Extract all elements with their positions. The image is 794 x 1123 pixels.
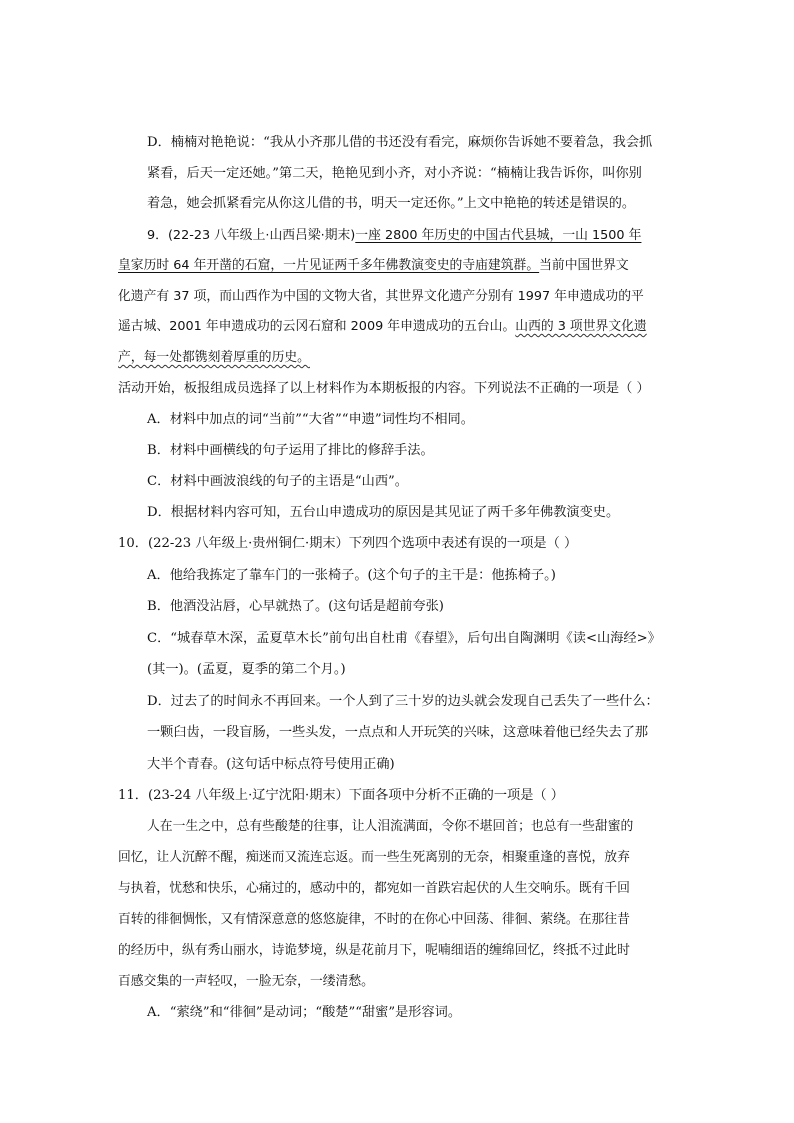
q10-option-b: B．他酒没沾唇，心早就热了。(这句话是超前夸张) — [147, 599, 444, 614]
q9-material-line-4 — [118, 318, 647, 336]
q10-option-a: A．他给我拣定了靠车门的一张椅子。(这个句子的主干是：他拣椅子。) — [147, 568, 556, 583]
q9-material-line-5 — [118, 349, 310, 367]
q11-passage-line-1: 人在一生之中，总有些酸楚的往事，让人泪流满面，令你不堪回首；也总有一些甜蜜的 — [147, 819, 634, 834]
q9-source: 9．(22-23 八年级上·山西吕梁·期末) — [147, 228, 356, 243]
q11-passage-line-5: 的经历中，纵有秀山丽水，诗诡梦境，纵是花前月下，呢喃细语的缠绵回忆，终抵不过此时 — [118, 943, 630, 958]
q11-passage-line-4: 百转的徘徊惆怅，又有情深意意的悠悠旋律，不时的在你心中回荡、徘徊、萦绕。在那往昔 — [118, 912, 630, 927]
q9-option-a: A．材料中加点的词“当前”“大省”“申遗”词性均不相同。 — [147, 412, 474, 427]
q9-stem: 活动开始，板报组成员选择了以上材料作为本期板报的内容。下列说法不正确的一项是（ ） — [118, 381, 650, 396]
q11-passage-line-6: 百感交集的一声轻叹，一脸无奈，一缕清愁。 — [118, 974, 374, 989]
q10-option-d-line-3: 大半个青春。(这句话中标点符号使用正确) — [147, 757, 395, 772]
q11-passage-line-2: 回忆，让人沉醉不醒，痴迷而又流连忘返。而一些生死离别的无奈，相聚重逢的喜悦，放弃 — [118, 850, 630, 865]
q10-option-c-line-2: (其一)。(孟夏，夏季的第二个月。) — [147, 662, 346, 677]
q9-material-text: 当前中国世界文 — [539, 258, 629, 273]
q11-option-a: A．“萦绕”和“徘徊”是动词；“酸楚”“甜蜜”是形容词。 — [147, 1005, 462, 1020]
q10-option-d-line-1: D．过去了的时间永不再回来。一个人到了三十岁的边头就会发现自己丢失了一些什么： — [147, 694, 659, 709]
q9-option-d: D．根据材料内容可知，五台山申遗成功的原因是其见证了两千多年佛教演变史。 — [147, 505, 620, 520]
q9-option-b: B．材料中画横线的句子运用了排比的修辞手法。 — [147, 443, 434, 458]
q8-option-d-line-1: D．楠楠对艳艳说：“我从小齐那儿借的书还没有看完，麻烦你告诉她不要着急，我会抓 — [147, 135, 653, 150]
q9-material-line-3: 化遗产有 37 项，而山西作为中国的文物大省，其世界文化遗产分别有 1997 年申遗成功的平 — [118, 289, 644, 304]
q9-material-line-1 — [147, 227, 641, 245]
q10-option-d-line-2: 一颗臼齿，一段盲肠，一些头发，一点点和人开玩笑的兴味，这意味着他已经失去了那 — [147, 725, 649, 740]
q10-option-c-line-1: C．“城春草木深，孟夏草木长”前句出自杜甫《春望》，后句出自陶渊明《读<山海经>》 — [147, 631, 661, 646]
q10-stem: 10．(22-23 八年级上·贵州铜仁·期末）下列四个选项中表述有误的一项是（ ） — [118, 536, 578, 551]
q11-passage-line-3: 与执着，忧愁和快乐，心痛过的，感动中的，都宛如一首跌宕起伏的人生交响乐。既有千回 — [118, 881, 630, 896]
q9-wavy-sentence-part-2: 产，每一处都镌刻着厚重的历史。 — [118, 350, 310, 365]
q9-material-text: 遥古城、2001 年申遗成功的云冈石窟和 2009 年申遗成功的五台山。 — [118, 319, 516, 334]
q8-option-d-line-3: 着急，她会抓紧看完从你这儿借的书，明天一定还你。”上文中艳艳的转述是错误的。 — [147, 196, 636, 211]
q11-stem: 11．(23-24 八年级上·辽宁沈阳·期末）下面各项中分析不正确的一项是（ ） — [118, 788, 564, 803]
q9-wavy-sentence-part-1: 山西的 3 项世界文化遗 — [515, 319, 647, 334]
q8-option-d-line-2: 紧看，后天一定还她。”第二天，艳艳见到小齐，对小齐说：“楠楠让我告诉你，叫你别 — [147, 166, 642, 181]
q9-option-c: C．材料中画波浪线的句子的主语是“山西”。 — [147, 474, 408, 489]
q9-underlined-sentence-part-1: 一座 2800 年历史的中国古代县城，一山 1500 年 — [355, 228, 642, 243]
q9-underlined-sentence-part-2: 皇家历时 64 年开凿的石窟，一片见证两千多年佛教演变史的寺庙建筑群。 — [118, 258, 540, 273]
q9-material-line-2 — [118, 257, 629, 275]
